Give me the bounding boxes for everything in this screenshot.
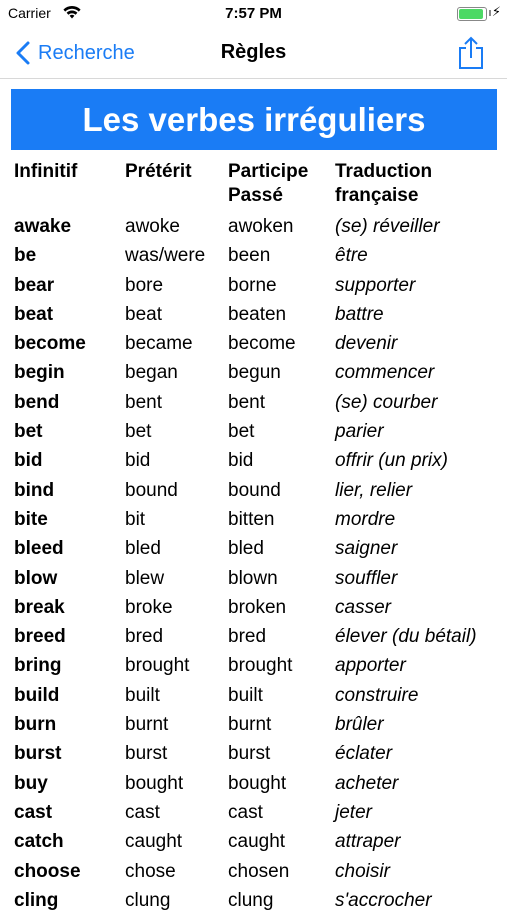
table-row <box>14 476 494 505</box>
translation-cell: offrir (un prix) <box>335 450 448 472</box>
table-row <box>14 534 494 563</box>
table-row <box>14 505 494 534</box>
participle-cell: bred <box>228 626 267 648</box>
translation-cell: saigner <box>335 538 398 560</box>
header-participle <box>228 160 335 212</box>
participle-cell: begun <box>228 362 281 384</box>
translation-cell: (se) courber <box>335 391 438 413</box>
translation-cell: être <box>335 245 368 267</box>
header-infinitive <box>14 160 125 212</box>
infinitive-cell: burn <box>14 714 57 736</box>
preterite-cell: beat <box>125 303 162 325</box>
preterite-cell: began <box>125 362 178 384</box>
table-row <box>14 241 494 270</box>
preterite-cell: bid <box>125 450 151 472</box>
translation-cell: devenir <box>335 333 398 355</box>
preterite-cell: bound <box>125 479 178 501</box>
carrier-label: Carrier <box>8 5 51 21</box>
preterite-cell: bought <box>125 772 184 794</box>
table-row <box>14 564 494 593</box>
share-icon[interactable] <box>457 36 485 70</box>
infinitive-cell: beat <box>14 303 54 325</box>
translation-cell: mordre <box>335 508 396 530</box>
participle-cell: bent <box>228 391 265 413</box>
infinitive-cell: bend <box>14 391 60 413</box>
header-translation <box>335 160 494 212</box>
section-banner <box>11 89 497 150</box>
preterite-cell: became <box>125 333 193 355</box>
infinitive-cell: bring <box>14 655 62 677</box>
table-row <box>14 593 494 622</box>
infinitive-cell: be <box>14 245 37 267</box>
table-row <box>14 300 494 329</box>
table-row <box>14 798 494 827</box>
participle-cell: burst <box>228 743 271 765</box>
table-header <box>14 160 494 212</box>
status-bar <box>0 0 507 28</box>
table-row <box>14 739 494 768</box>
battery-tip <box>489 10 491 16</box>
preterite-cell: awoke <box>125 216 180 237</box>
infinitive-cell: bear <box>14 274 55 296</box>
translation-cell: acheter <box>335 772 399 794</box>
infinitive-cell: bleed <box>14 538 64 560</box>
translation-cell: parier <box>335 421 384 443</box>
preterite-cell: caught <box>125 831 183 853</box>
participle-cell: bet <box>228 421 255 443</box>
navigation-bar <box>0 28 507 79</box>
translation-cell: brûler <box>335 714 384 736</box>
translation-cell: casser <box>335 596 391 618</box>
infinitive-cell: bet <box>14 421 43 443</box>
translation-cell: s'accrocher <box>335 889 432 911</box>
preterite-cell: chose <box>125 860 176 882</box>
header-translation-line1: Traduction <box>335 161 433 182</box>
participle-cell: built <box>228 684 263 706</box>
translation-cell: commencer <box>335 362 435 384</box>
table-row <box>14 358 494 387</box>
infinitive-cell: breed <box>14 626 66 648</box>
participle-cell: burnt <box>228 714 272 736</box>
table-body <box>14 212 494 915</box>
preterite-cell: cast <box>125 801 160 823</box>
translation-cell: apporter <box>335 655 406 677</box>
translation-cell: souffler <box>335 567 398 589</box>
table-row <box>14 710 494 739</box>
header-preterite-label: Prétérit <box>125 161 192 182</box>
preterite-cell: bet <box>125 421 152 443</box>
infinitive-cell: buy <box>14 772 48 794</box>
participle-cell: bitten <box>228 508 275 530</box>
table-row <box>14 827 494 856</box>
table-row <box>14 417 494 446</box>
infinitive-cell: awake <box>14 216 72 237</box>
translation-cell: éclater <box>335 743 393 765</box>
preterite-cell: brought <box>125 655 190 677</box>
participle-cell: brought <box>228 655 293 677</box>
preterite-cell: bent <box>125 391 162 413</box>
table-row <box>14 651 494 680</box>
header-translation-line2: française <box>335 185 419 206</box>
participle-cell: caught <box>228 831 286 853</box>
infinitive-cell: build <box>14 684 60 706</box>
translation-cell: lier, relier <box>335 479 413 501</box>
table-row <box>14 212 494 241</box>
participle-cell: bound <box>228 479 281 501</box>
preterite-cell: was/were <box>125 245 206 267</box>
participle-cell: broken <box>228 596 287 618</box>
battery-level <box>459 9 483 19</box>
translation-cell: battre <box>335 303 384 325</box>
preterite-cell: burnt <box>125 714 169 736</box>
clock: 7:57 PM <box>225 5 282 22</box>
infinitive-cell: break <box>14 596 65 618</box>
infinitive-cell: blow <box>14 567 58 589</box>
participle-cell: bought <box>228 772 287 794</box>
participle-cell: borne <box>228 274 277 296</box>
infinitive-cell: burst <box>14 743 62 765</box>
infinitive-cell: begin <box>14 362 65 384</box>
translation-cell: construire <box>335 684 419 706</box>
header-participle-line2: Passé <box>228 185 283 206</box>
preterite-cell: bled <box>125 538 161 560</box>
translation-cell: élever (du bétail) <box>335 626 477 648</box>
preterite-cell: bit <box>125 508 146 530</box>
preterite-cell: broke <box>125 596 173 618</box>
back-button-label: Recherche <box>38 41 135 64</box>
preterite-cell: bore <box>125 274 164 296</box>
infinitive-cell: catch <box>14 831 64 853</box>
table-row <box>14 271 494 300</box>
table-row <box>14 857 494 886</box>
table-row <box>14 622 494 651</box>
translation-cell: choisir <box>335 860 390 882</box>
infinitive-cell: choose <box>14 860 81 882</box>
participle-cell: beaten <box>228 303 287 325</box>
preterite-cell: blew <box>125 567 165 589</box>
preterite-cell: built <box>125 684 160 706</box>
infinitive-cell: cling <box>14 889 59 911</box>
infinitive-cell: bind <box>14 479 55 501</box>
page-title: Règles <box>220 41 287 63</box>
participle-cell: bid <box>228 450 254 472</box>
translation-cell: supporter <box>335 274 416 296</box>
infinitive-cell: bite <box>14 508 48 530</box>
infinitive-cell: become <box>14 333 86 355</box>
preterite-cell: clung <box>125 889 171 911</box>
infinitive-cell: bid <box>14 450 43 472</box>
header-infinitive-label: Infinitif <box>14 161 78 182</box>
participle-cell: blown <box>228 567 278 589</box>
participle-cell: become <box>228 333 296 355</box>
table-row <box>14 446 494 475</box>
translation-cell: jeter <box>335 801 372 823</box>
table-row <box>14 388 494 417</box>
participle-cell: awoken <box>228 216 294 237</box>
translation-cell: (se) réveiller <box>335 216 440 237</box>
verbs-table <box>14 160 494 915</box>
header-preterite <box>125 160 228 212</box>
table-row <box>14 769 494 798</box>
preterite-cell: bred <box>125 626 164 648</box>
charging-bolt-icon: ⚡ <box>491 4 501 19</box>
participle-cell: bled <box>228 538 264 560</box>
header-participle-line1: Participe <box>228 161 309 182</box>
table-row <box>14 886 494 915</box>
table-row <box>14 681 494 710</box>
battery-icon <box>457 7 487 21</box>
translation-cell: attraper <box>335 831 401 853</box>
table-row <box>14 329 494 358</box>
participle-cell: been <box>228 245 271 267</box>
participle-cell: chosen <box>228 860 290 882</box>
banner-title: Les verbes irréguliers <box>82 100 426 138</box>
participle-cell: cast <box>228 801 263 823</box>
infinitive-cell: cast <box>14 801 53 823</box>
preterite-cell: burst <box>125 743 168 765</box>
participle-cell: clung <box>228 889 274 911</box>
